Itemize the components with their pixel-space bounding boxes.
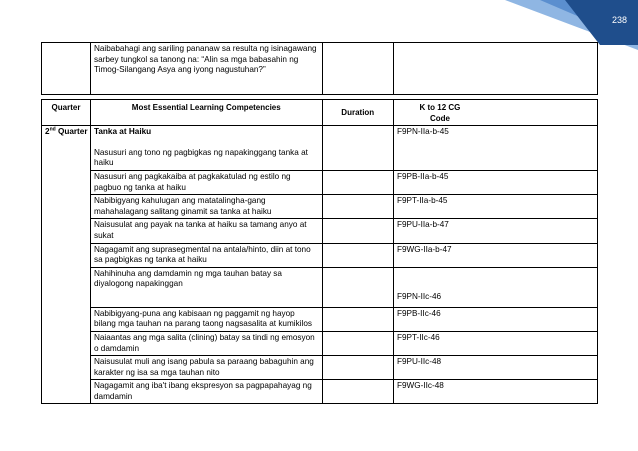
table-row	[42, 307, 598, 331]
code-cell: F9PU-IIc-48	[393, 356, 597, 380]
table-row	[42, 243, 598, 267]
table-row	[42, 219, 598, 243]
melc-table	[41, 42, 598, 404]
competency-cell: Nabibigyang-puna ang kabisaan ng paggamit ng hayop bilang mga tauhan na parang taong nagsasalita at kumikilos	[90, 307, 322, 331]
code-cell: F9PU-IIa-b-47	[393, 219, 597, 243]
header-quarter: Quarter	[42, 100, 91, 126]
competency-cell: Nagagamit ang suprasegmental na antala/hinto, diin at tono sa pagbigkas ng tanka at haiku	[90, 243, 322, 267]
code-cell: F9PN-IIc-46	[393, 267, 597, 307]
header-duration: Duration	[322, 100, 393, 126]
table-row	[42, 380, 598, 404]
code-cell: F9PB-IIc-46	[393, 307, 597, 331]
table-row	[42, 356, 598, 380]
competency-cell: Naiaantas ang mga salita (clining) batay sa tindi ng emosyon o damdamin	[90, 331, 322, 355]
page-number: 238	[611, 15, 627, 25]
header-code: K to 12 CG Code	[393, 100, 597, 126]
table-row	[42, 126, 598, 171]
table-row	[42, 195, 598, 219]
competency-cell: Nabibigyang kahulugan ang matatalingha-gang mahahalagang salitang ginamit sa tanka at haiku	[90, 195, 322, 219]
code-cell: F9WG-IIc-48	[393, 380, 597, 404]
competency-cell: Nahihinuha ang damdamin ng mga tauhan batay sa diyalogong napakinggan	[90, 267, 322, 307]
competency-cell: Tanka at Haiku Nasusuri ang tono ng pagbigkas ng napakinggang tanka at haiku	[90, 126, 322, 171]
code-cell: F9PT-IIa-b-45	[393, 195, 597, 219]
code-cell: F9PT-IIc-46	[393, 331, 597, 355]
topic-title: Tanka at Haiku	[93, 127, 152, 137]
competency-cell: Naisusulat ang payak na tanka at haiku sa tamang anyo at sukat	[90, 219, 322, 243]
competency-cell: Naisusulat muli ang isang pabula sa paraang babaguhin ang karakter ng isa sa mga tauhan nito	[90, 356, 322, 380]
table-row	[42, 170, 598, 194]
quarter-cell: 2nd Quarter	[42, 126, 91, 404]
code-cell: F9WG-IIa-b-47	[393, 243, 597, 267]
table-row	[42, 43, 598, 95]
code-cell: F9PB-IIa-b-45	[393, 170, 597, 194]
header-row	[42, 100, 598, 126]
competency-cell: Nasusuri ang pagkakaiba at pagkakatulad ng estilo ng pagbuo ng tanka at haiku	[90, 170, 322, 194]
competency-cell: Naibabahagi ang sariling pananaw sa resulta ng isinagawang sarbey tungkol sa tanong na: “Alin sa mga babasahin ng Timog-Silangang Asya ang iyong nagustuhan?”	[90, 43, 322, 95]
code-cell: F9PN-IIa-b-45	[393, 126, 597, 171]
table-row	[42, 267, 598, 307]
header-competencies: Most Essential Learning Competencies	[90, 100, 322, 126]
table-row	[42, 331, 598, 355]
competency-cell: Nagagamit ang iba't ibang ekspresyon sa pagpapahayag ng damdamin	[90, 380, 322, 404]
